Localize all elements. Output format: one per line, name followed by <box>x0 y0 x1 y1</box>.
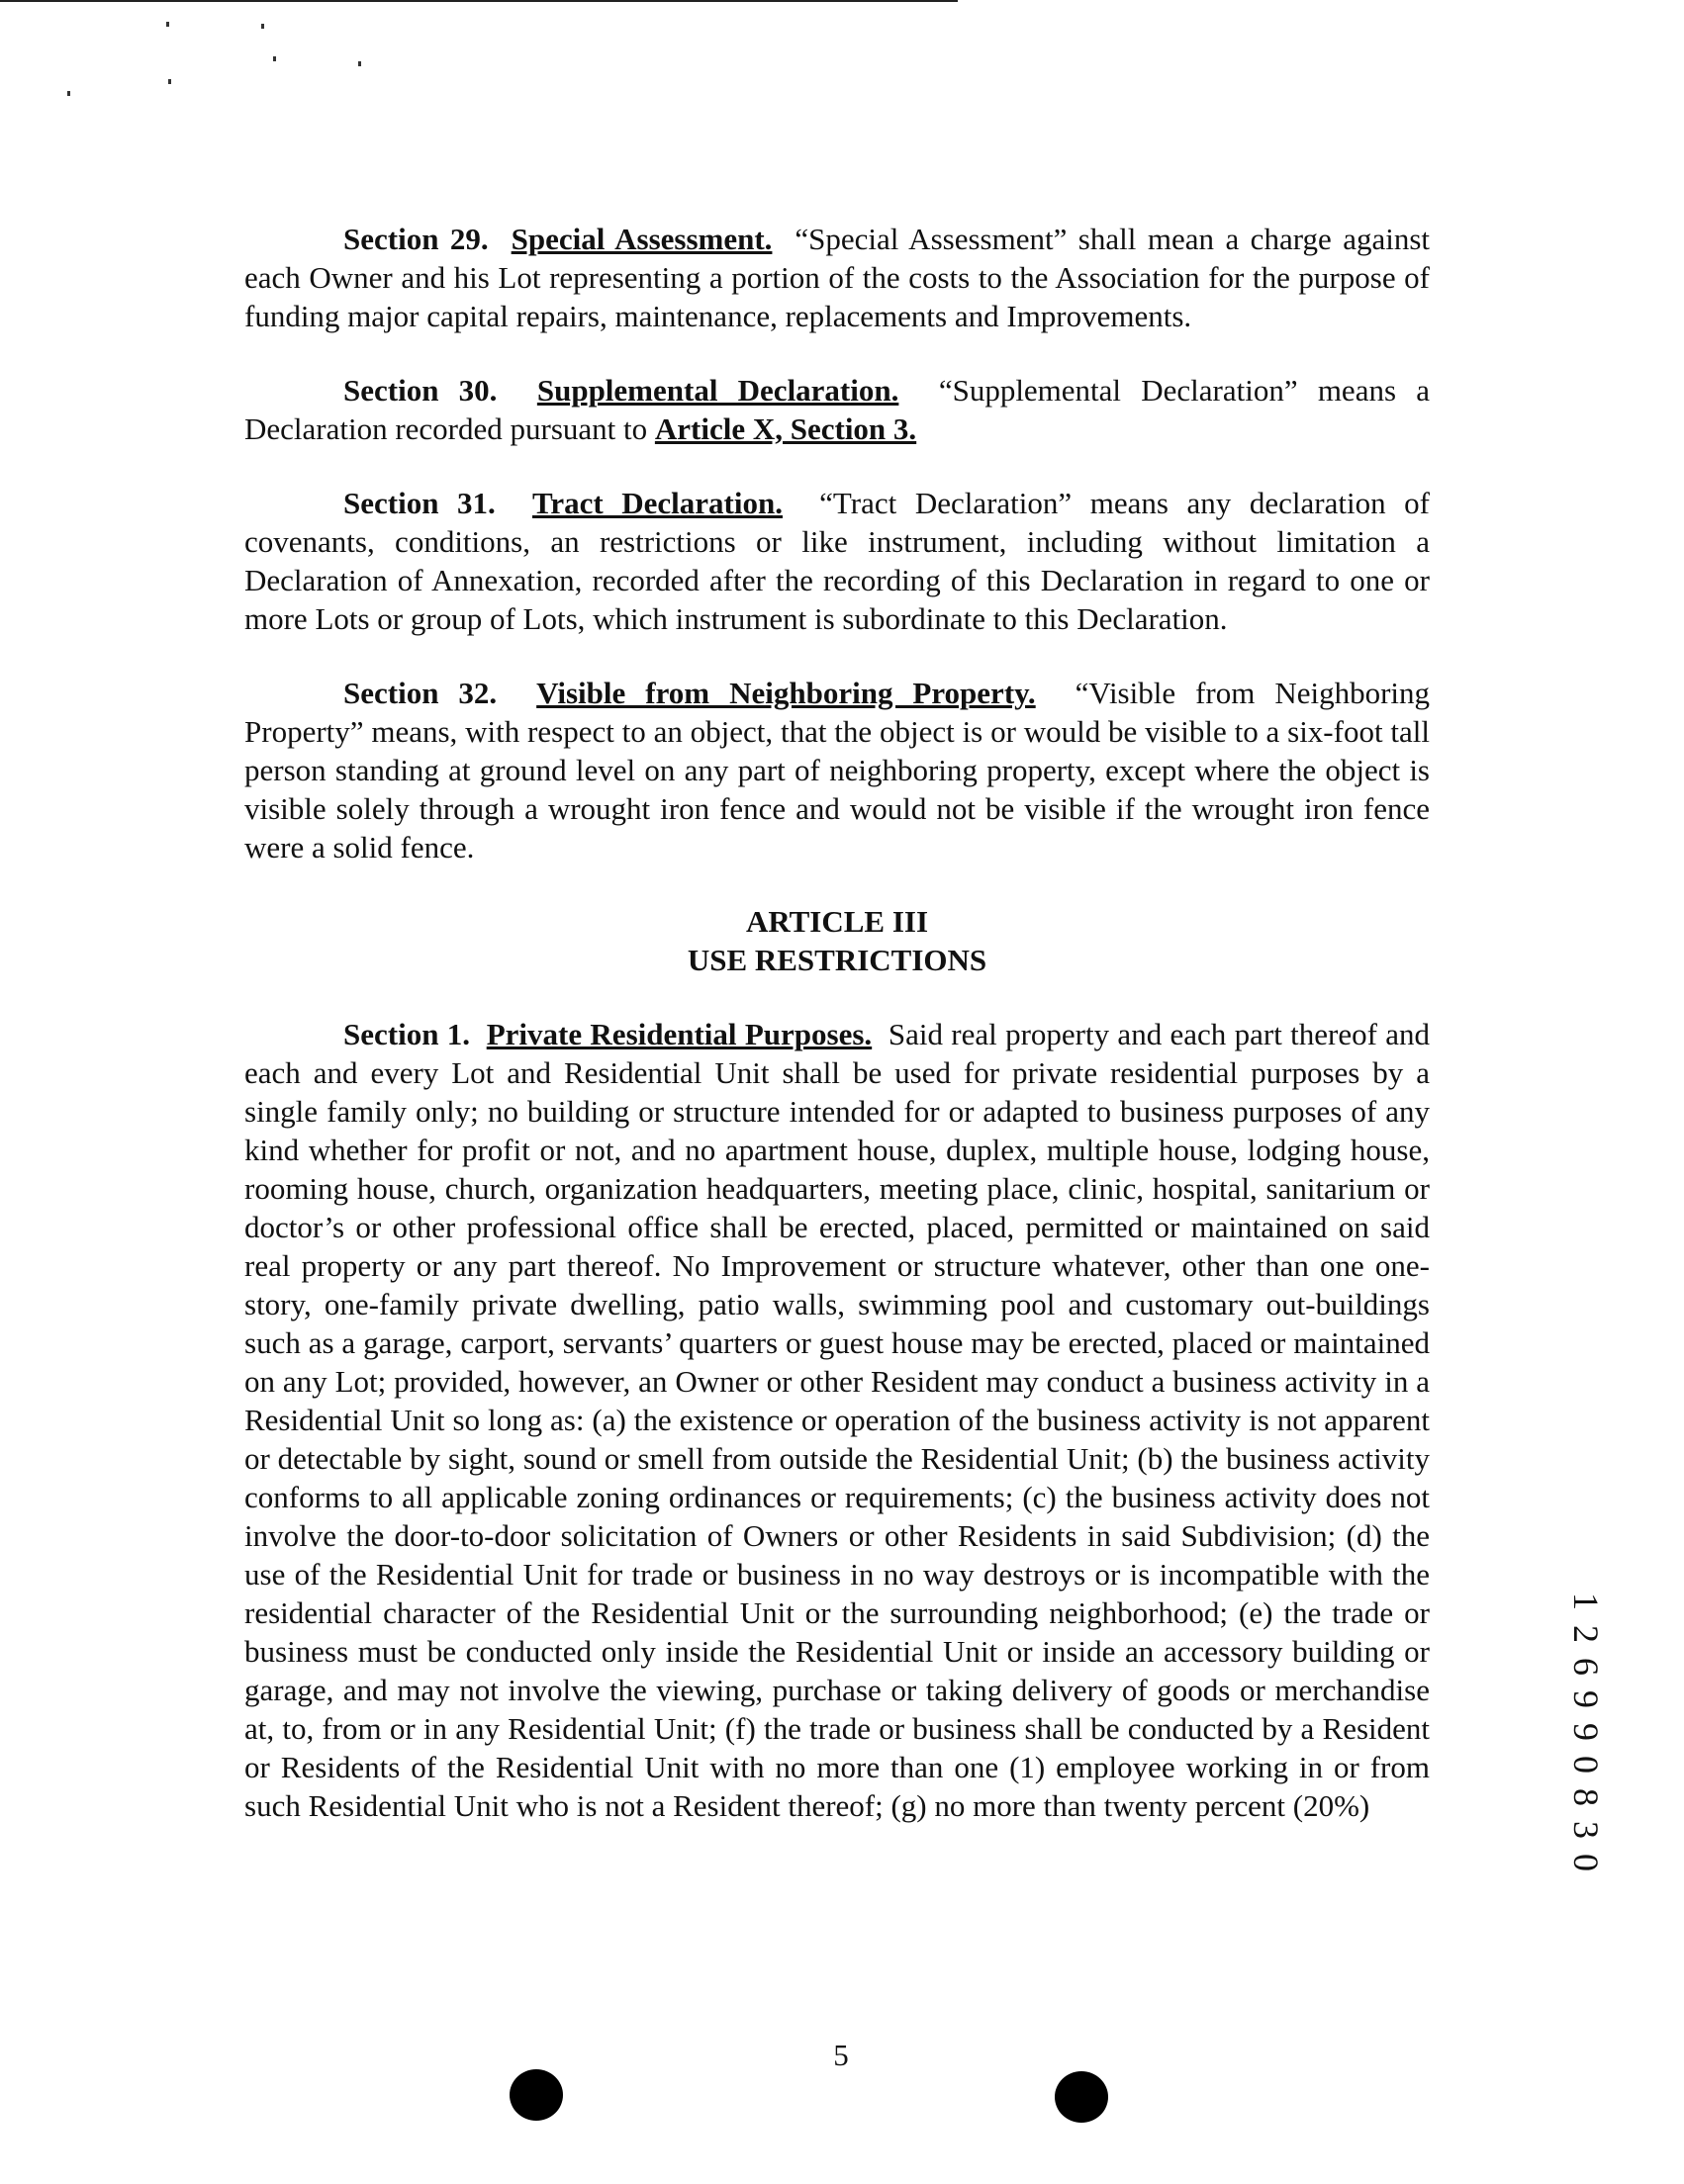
section-title: Visible from Neighboring Property. <box>536 676 1036 710</box>
section-title: Tract Declaration. <box>531 486 783 520</box>
margin-stamp <box>1566 1592 1607 1874</box>
scan-speck <box>273 56 276 61</box>
section-label: Section 1. <box>343 1017 471 1051</box>
section-text: Said real property and each part thereof and each and every Lot and Residential Unit shall be used for private residential purposes by a single family only; no building or structure intended for or adapted to business purposes of any kind whether for profit or not, and no apartment house, duplex, multiple house, lodging house, rooming house, church, organization headquarters, meeting place, clinic, hospital, sanitarium or doctor’s or other professional office shall be erected, placed, permitted or maintained on said real property or any part thereof. No Improvement or structure whatever, other than one one-story, one-family private dwelling, patio walls, swimming pool and customary out-buildings such as a garage, carport, servants’ quarters or guest house may be erected, placed or maintained on any Lot; provided, however, an Owner or other Resident may conduct a business activity in a Residential Unit so long as: (a) the existence or operation of the business activity is not apparent or detectable by sight, sound or smell from outside the Residential Unit; (b) the business activity conforms to all applicable zoning ordinances or requirements; (c) the business activity does not involve the door-to-door solicitation of Owners or other Residents in said Subdivision; (d) the use of the Residential Unit for trade or business in no way destroys or is incompatible with the residential character of the Residential Unit or the surrounding neighborhood; (e) the trade or business must be conducted only inside the Residential Unit or inside an accessory building or garage, and may not involve the viewing, purchase or taking delivery of goods or merchandise at, to, from or in any Residential Unit; (f) the trade or business shall be conducted by a Resident or Residents of the Residential Unit with no more than one (1) employee working in or from such Residential Unit who is not a Resident thereof; (g) no more than twenty percent (20%) <box>244 1017 1431 1823</box>
section-label: Section 32. <box>343 676 498 710</box>
article-heading <box>244 902 1430 979</box>
scan-speck <box>358 61 361 66</box>
scan-speck <box>168 79 171 84</box>
scan-speck <box>261 24 264 29</box>
page-number: 5 <box>833 2038 849 2072</box>
section-title: Special Assessment. <box>511 222 773 256</box>
section-label: Section 31. <box>343 486 496 520</box>
section-32 <box>244 674 1430 866</box>
section-text: “Special Assessment” shall mean a charge against each Owner and his Lot representing a portion of the costs to the Association for the purpose of funding major capital repairs, maintenance, replacements and Improvements. <box>244 222 1431 333</box>
section-label: Section 30. <box>343 373 498 408</box>
article-section-1 <box>244 1015 1430 1825</box>
document-body <box>244 220 1430 1861</box>
section-text: “Supplemental Declaration” means a Declaration recorded pursuant to <box>244 373 1430 446</box>
scan-speck <box>166 22 169 27</box>
section-31 <box>244 484 1430 638</box>
section-title: Private Residential Purposes. <box>486 1017 873 1051</box>
section-30 <box>244 371 1430 448</box>
punch-hole <box>510 2069 563 2121</box>
margin-stamp-text: 1 2 6 9 9 0 8 3 0 <box>1566 1592 1606 1874</box>
punch-hole <box>1055 2071 1108 2123</box>
section-title: Supplemental Declaration. <box>536 373 899 408</box>
section-label: Section 29. <box>343 222 489 256</box>
article-title: USE RESTRICTIONS <box>687 943 987 977</box>
section-text: “Visible from Neighboring Property” means, with respect to an object, that the object is or would be visible to a six-foot tall person standing at ground level on any part of neighboring property, except where the object is visible solely through a wrought iron fence and would not be visible if the wrought iron fence were a solid fence. <box>244 676 1431 864</box>
article-reference: Article X, Section 3. <box>654 411 917 446</box>
top-scan-edge <box>0 0 958 2</box>
section-29 <box>244 220 1430 335</box>
section-text: “Tract Declaration” means any declaration of covenants, conditions, an restrictions or like instrument, including without limitation a Declaration of Annexation, recorded after the recording of this Declaration in regard to one or more Lots or group of Lots, which instrument is subordinate to this Declaration. <box>244 486 1431 636</box>
scan-speck <box>67 91 70 96</box>
article-number: ARTICLE III <box>745 904 929 939</box>
